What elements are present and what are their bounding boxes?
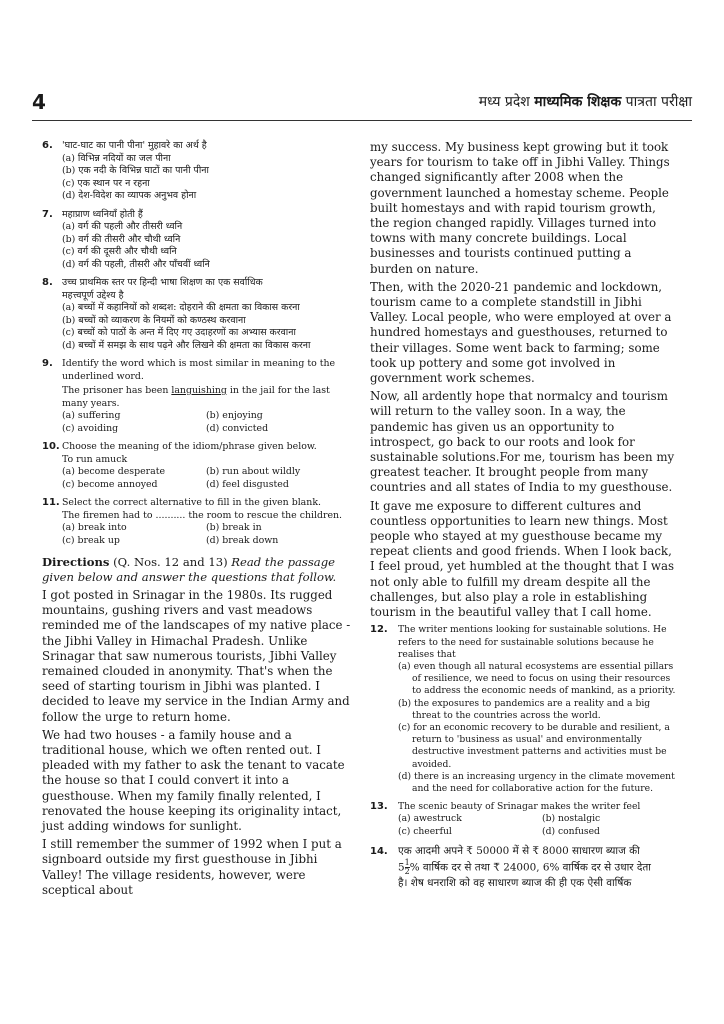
fraction-numerator: 1 (404, 857, 410, 867)
option-b: (b) run about wildly (206, 466, 301, 477)
question-12 (370, 624, 676, 795)
question-number: 12. (370, 624, 388, 636)
question-7 (42, 209, 358, 272)
question-sentence: The firemen had to .......... the room to rescue the children. (62, 509, 343, 521)
question-stem-line3: है। शेष धनराशि को वह साधारण ब्याज की ही एक ऐसी वार्षिक (398, 876, 632, 889)
question-stem: 'घाट-घाट का पानी पीना' मुहावरे का अर्थ है (62, 140, 207, 151)
question-stem: Identify the word which is most similar in meaning to the (62, 358, 336, 369)
header-divider (32, 120, 692, 121)
question-stem: The scenic beauty of Srinagar makes the writer feel (398, 801, 641, 813)
option-a: (a) विभिन्न नदियों का जल पीना (62, 152, 171, 164)
option-b: (b) एक नदी के विभिन्न घाटों का पानी पीना (62, 165, 209, 176)
option-b: (b) वर्ग की तीसरी और चौथी ध्वनि (62, 233, 181, 245)
directions-nums: (Q. Nos. 12 and 13) (109, 555, 232, 569)
question-number: 13. (370, 801, 388, 813)
options-grid (398, 813, 676, 837)
option-d: (d) feel disgusted (206, 478, 289, 490)
question-stem: Select the correct alternative to fill in the given blank. (62, 497, 321, 508)
running-title (479, 92, 692, 111)
passage-paragraph: Then, with the 2020-21 pandemic and lockdown, tourism came to a complete standstill in Jibhi Valley. Local people, who were employed at over a hundred homestays and guesthouses, returned to their villages. Some went back to farming; some took up pottery and some got involved in government work schemes. (370, 279, 672, 386)
question-stem-line2 (398, 859, 676, 876)
option-a: (a) awestruck (398, 813, 462, 825)
question-stem: एक आदमी अपने ₹ 50000 में से ₹ 8000 साधारण ब्याज की (398, 844, 640, 857)
left-column (42, 140, 358, 901)
question-stem: महाप्राण ध्वनियाँ होती हैं (62, 208, 143, 220)
option-d: (d) confused (542, 825, 600, 837)
right-column (370, 140, 676, 897)
option-b: (b) बच्चों को व्याकरण के नियमों को कण्ठस्थ करवाना (62, 314, 246, 326)
option-a: (a) even though all natural ecosystems are essential pillars of resilience, we need to focus on using their resources to address the economic needs of mankind, as a priority. (398, 660, 676, 697)
option-a: (a) वर्ग की पहली और तीसरी ध्वनि (62, 221, 183, 232)
options-grid (62, 522, 358, 547)
question-13 (370, 801, 676, 838)
option-d: (d) break down (206, 534, 279, 546)
question-number: 14. (370, 845, 388, 857)
question-number: 11. (42, 497, 60, 508)
sentence-after: in the jail for the last (226, 385, 330, 396)
option-c: (c) बच्चों को पाठों के अन्त में दिए गए उदाहरणों का अभ्यास करवाना (62, 327, 296, 338)
question-11 (42, 497, 358, 547)
option-c: (c) एक स्थान पर न रहना (62, 177, 150, 189)
option-b: (b) enjoying (206, 410, 263, 421)
option-b: (b) break in (206, 522, 262, 533)
option-b: (b) the exposures to pandemics are a reality and a big threat to the countries across the world. (398, 697, 651, 721)
question-number: 7. (42, 208, 53, 220)
passage-paragraph: I got posted in Srinagar in the 1980s. Its rugged mountains, gushing rivers and vast meadows reminded me of the landscapes of my native place - the Jibhi Valley in Himachal Pradesh. Unlike Srinagar that saw numerous tourists, Jibhi Valley remained clouded in anonymity. That's when the seed of starting tourism in Jibhi was planted. I decided to leave my service in the Indian Army and follow the urge to return home. (42, 588, 351, 724)
question-stem: The writer mentions looking for sustainable solutions. He refers to the need for sustainable solutions because he realises that (398, 624, 667, 660)
line2-rest: % वार्षिक दर से तथा ₹ 24000, 6% वार्षिक दर से उधार देता (409, 861, 651, 874)
question-14 (370, 844, 676, 891)
idiom-phrase: To run amuck (62, 453, 128, 465)
rate-whole: 5 (398, 861, 405, 874)
option-b: (b) nostalgic (542, 813, 601, 825)
question-stem: उच्च प्राथमिक स्तर पर हिन्दी भाषा शिक्षण का एक सर्वाधिक (62, 277, 263, 288)
directions-text: Read the passage given below and answer the questions that follow. (42, 555, 337, 584)
option-d: (d) बच्चों में समझ के साथ पढ़ने और लिखने की क्षमता का विकास करना (62, 339, 311, 351)
passage-paragraph: We had two houses - a family house and a traditional house, which we often rented out. I pleaded with my father to ask the tenant to vacate the house so that I could convert it into a guesthouse. When my family finally relented, I renovated the house keeping its originality intact, just adding windows for sunlight. (42, 727, 345, 834)
option-d: (d) convicted (206, 422, 269, 434)
question-number: 6. (42, 140, 53, 151)
question-sentence (62, 385, 358, 398)
question-number: 8. (42, 277, 53, 288)
options-grid (62, 466, 358, 491)
question-10 (42, 441, 358, 491)
option-a: (a) suffering (62, 410, 121, 421)
question-9 (42, 358, 358, 435)
passage-paragraph: Now, all ardently hope that normalcy and tourism will return to the valley soon. In a way, the pandemic has given us an opportunity to introspect, go back to our roots and look for sustainable solutions.For me, tourism has been my greatest teacher. It brought people from many countries and all states of India to my guesthouse. (370, 389, 675, 495)
option-d: (d) देश-विदेश का व्यापक अनुभव होना (62, 190, 197, 201)
directions (42, 555, 358, 584)
passage-paragraph: I still remember the summer of 1992 when I put a signboard outside my first guesthouse in Jibhi Valley! The village residents, however, were sceptical about (42, 837, 342, 897)
fraction-denominator: 2 (404, 866, 410, 876)
option-c: (c) break up (62, 534, 120, 546)
option-c: (c) वर्ग की दूसरी और चौथी ध्वनि (62, 246, 177, 257)
option-a: (a) become desperate (62, 466, 166, 477)
option-c: (c) become annoyed (62, 478, 158, 490)
question-sentence-cont: many years. (62, 397, 120, 409)
options-grid (62, 410, 358, 435)
page-header (32, 76, 692, 116)
sentence-before: The prisoner has been (62, 385, 172, 396)
running-title-bold: माध्यमिक शिक्षक (534, 94, 622, 110)
option-c: (c) cheerful (398, 825, 452, 837)
passage-paragraph: my success. My business kept growing but it took years for tourism to take off in Jibhi Valley. Things changed significantly after 2008 when the government launched a homestay scheme. People built homestays and with rapid tourism growth, the region changed rapidly. Villages turned into towns with many concrete buildings. Local businesses and tourists continued putting a burden on nature. (370, 140, 670, 276)
running-title-part1: मध्य प्रदेश (478, 94, 535, 110)
question-number: 9. (42, 358, 53, 369)
directions-label: Directions (42, 555, 110, 569)
option-c: (c) avoiding (62, 422, 119, 434)
option-a: (a) break into (62, 522, 127, 533)
option-a: (a) बच्चों में कहानियों को शब्दश: दोहराने की क्षमता का विकास करना (62, 302, 300, 313)
running-title-part2: पात्रता परीक्षा (621, 94, 692, 110)
option-c: (c) for an economic recovery to be durable and resilient, a return to 'business as usual' and environmentally destructive investment patterns and activities must be avoided. (398, 721, 670, 770)
option-d: (d) वर्ग की पहली, तीसरी और पाँचवीं ध्वनि (62, 258, 210, 270)
option-d: (d) there is an increasing urgency in the climate movement and the need for collaborative action for the future. (398, 770, 675, 794)
question-stem: Choose the meaning of the idiom/phrase given below. (62, 441, 317, 452)
question-stem-cont: underlined word. (62, 370, 144, 382)
question-stem-cont: महत्त्वपूर्ण उद्देश्य है (62, 289, 124, 301)
question-8 (42, 277, 358, 352)
question-number: 10. (42, 441, 60, 452)
question-6 (42, 140, 358, 203)
underlined-word: languishing (171, 385, 227, 396)
passage-paragraph: It gave me exposure to different cultures and countless opportunities to learn new things. Most people who stayed at my guesthouse became my repeat clients and good friends. When I look back, I feel proud, yet humbled at the thought that I was not only able to fulfill my dream despite all the challenges, but also play a role in establishing tourism in the beautiful valley that I call home. (370, 498, 675, 620)
page-number: 4 (32, 90, 46, 114)
